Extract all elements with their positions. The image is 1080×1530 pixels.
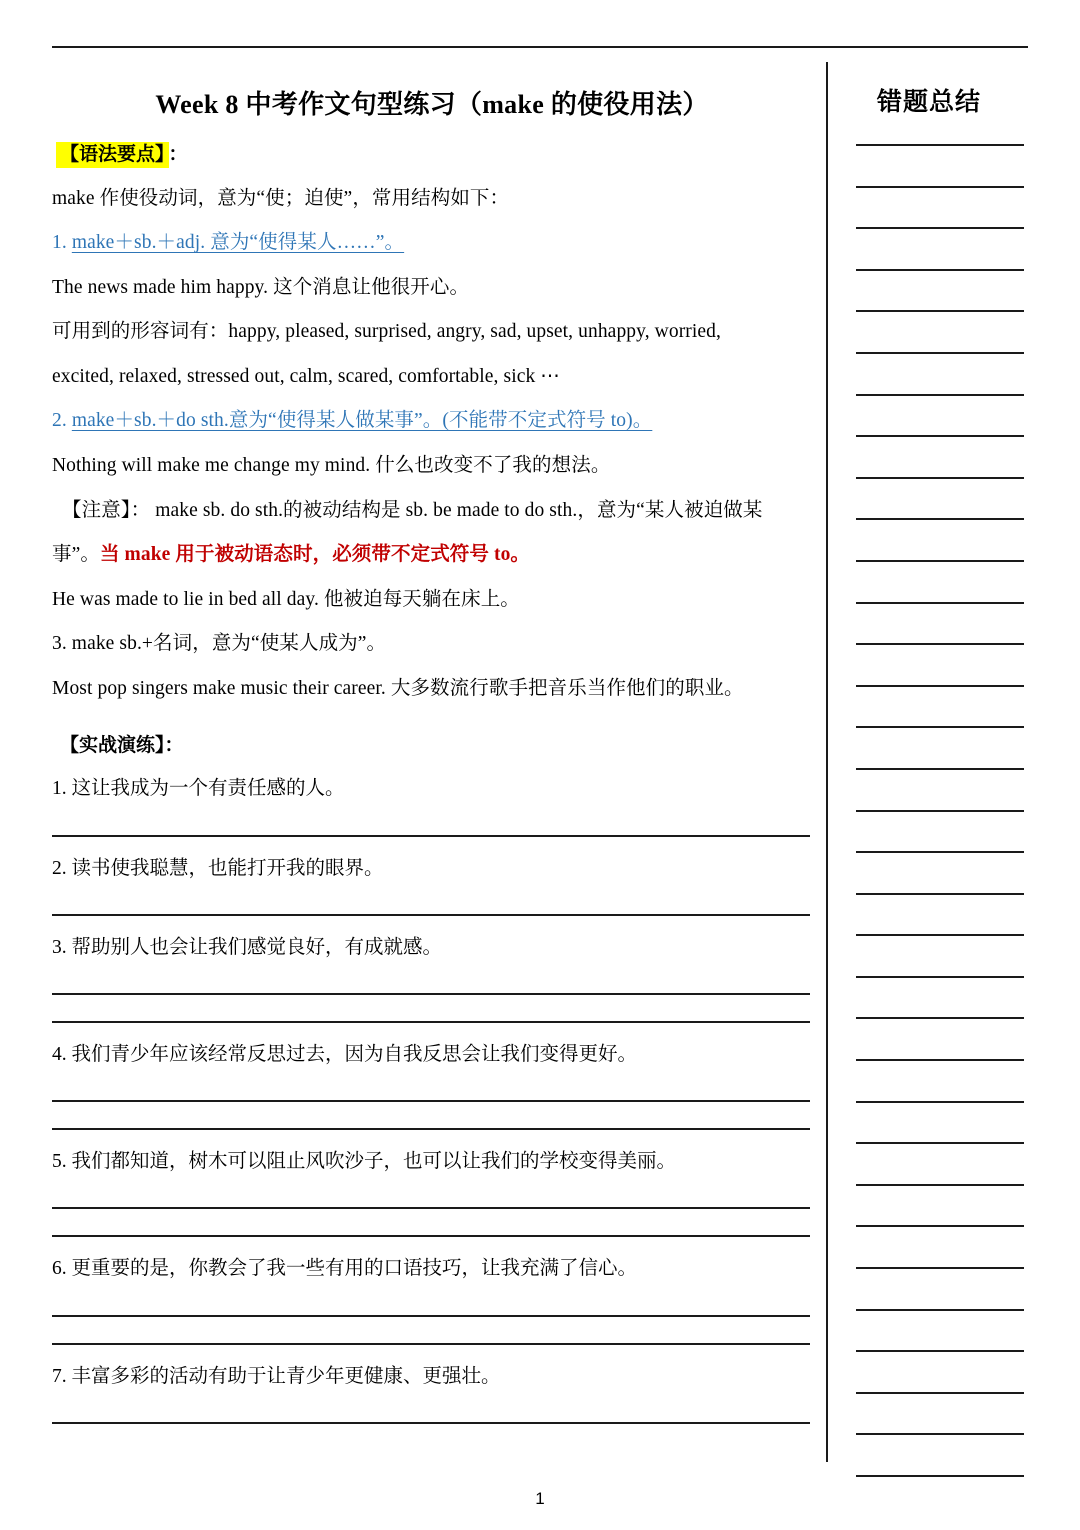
sidebar-ruled-line[interactable] xyxy=(856,1309,1024,1311)
sidebar-ruled-line[interactable] xyxy=(856,1350,1024,1352)
sidebar-ruled-line[interactable] xyxy=(856,477,1024,479)
sidebar-ruled-line[interactable] xyxy=(856,893,1024,895)
practice-list xyxy=(52,773,812,1423)
answer-line[interactable] xyxy=(52,1207,810,1209)
rule-1-line xyxy=(52,227,812,259)
practice-item: 1. 这让我成为一个有责任感的人。 xyxy=(52,778,345,800)
sidebar-ruled-line[interactable] xyxy=(856,227,1024,229)
sidebar-ruled-line[interactable] xyxy=(856,1267,1024,1269)
page-title: Week 8 中考作文句型练习（make 的使役用法） xyxy=(155,90,709,119)
grammar-section-heading xyxy=(56,141,812,170)
rule-1-text: make＋sb.＋adj. 意为“使得某人……”。 xyxy=(71,232,405,254)
answer-line[interactable] xyxy=(52,914,810,916)
sidebar-ruled-line[interactable] xyxy=(856,1475,1024,1477)
rule-2-line xyxy=(52,405,812,437)
practice-item: 2. 读书使我聪慧，也能打开我的眼界。 xyxy=(52,857,384,879)
sidebar-ruled-line[interactable] xyxy=(856,352,1024,354)
note-label: 【注意】： xyxy=(62,499,151,521)
grammar-intro: make 作使役动词，意为“使；迫使”，常用结构如下： xyxy=(52,187,510,209)
sidebar-ruled-line[interactable] xyxy=(856,976,1024,978)
sidebar-ruled-line[interactable] xyxy=(856,394,1024,396)
sidebar-ruled-line[interactable] xyxy=(856,851,1024,853)
sidebar-vertical-divider xyxy=(826,62,828,1462)
grammar-heading-colon: ： xyxy=(168,144,188,165)
sidebar-ruled-line[interactable] xyxy=(856,1433,1024,1435)
rule-2-number: 2. xyxy=(52,410,67,432)
answer-line[interactable] xyxy=(52,993,810,995)
answer-line[interactable] xyxy=(52,1100,810,1102)
grammar-heading-highlight: 【语法要点】 xyxy=(56,142,169,168)
note-line xyxy=(62,495,812,527)
rule-2-text: make＋sb.＋do sth.意为“使得某人做某事”。(不能带不定式符号 to)。 xyxy=(71,410,653,432)
sidebar-ruled-line[interactable] xyxy=(856,269,1024,271)
adjective-list-line-1: 可用到的形容词有：happy, pleased, surprised, angry, sad, upset, unhappy, worried, xyxy=(52,321,721,343)
answer-line[interactable] xyxy=(52,1315,810,1317)
sidebar-ruled-line[interactable] xyxy=(856,726,1024,728)
sidebar-ruled-line[interactable] xyxy=(856,810,1024,812)
sidebar-ruled-line[interactable] xyxy=(856,1392,1024,1394)
practice-item: 7. 丰富多彩的活动有助于让青少年更健康、更强壮。 xyxy=(52,1365,501,1387)
main-content-column xyxy=(52,72,812,1424)
answer-line[interactable] xyxy=(52,1235,810,1237)
answer-line[interactable] xyxy=(52,1021,810,1023)
rule-3-line: 3. make sb.+名词，意为“使某人成为”。 xyxy=(52,633,387,655)
note-body-second-line: 事”。 xyxy=(52,544,100,566)
note-line-continued xyxy=(52,539,812,571)
note-red-emphasis: 当 make 用于被动语态时，必须带不定式符号 to。 xyxy=(99,544,531,566)
sidebar-ruled-lines xyxy=(830,144,1028,1477)
sidebar-ruled-line[interactable] xyxy=(856,435,1024,437)
practice-item: 5. 我们都知道，树木可以阻止风吹沙子，也可以让我们的学校变得美丽。 xyxy=(52,1151,677,1173)
sidebar-ruled-line[interactable] xyxy=(856,768,1024,770)
practice-item: 4. 我们青少年应该经常反思过去，因为自我反思会让我们变得更好。 xyxy=(52,1044,638,1065)
practice-section-heading: 【实战演练】： xyxy=(60,735,184,757)
sidebar-ruled-line[interactable] xyxy=(856,1017,1024,1019)
sidebar-ruled-line[interactable] xyxy=(856,518,1024,520)
sidebar-ruled-line[interactable] xyxy=(856,310,1024,312)
rule-2-example: Nothing will make me change my mind. 什么也改变不了我的想法。 xyxy=(52,454,611,476)
rule-1-number: 1. xyxy=(52,232,67,254)
sidebar-ruled-line[interactable] xyxy=(856,1101,1024,1103)
practice-item: 3. 帮助别人也会让我们感觉良好，有成就感。 xyxy=(52,936,443,958)
page-number: 1 xyxy=(535,1489,545,1508)
sidebar-ruled-line[interactable] xyxy=(856,602,1024,604)
sidebar-ruled-line[interactable] xyxy=(856,1142,1024,1144)
answer-line[interactable] xyxy=(52,1128,810,1130)
answer-line[interactable] xyxy=(52,835,810,837)
sidebar-ruled-line[interactable] xyxy=(856,934,1024,936)
sidebar-title: 错题总结 xyxy=(876,89,981,116)
adjective-list-line-2: excited, relaxed, stressed out, calm, scared, comfortable, sick ⋯ xyxy=(52,365,560,387)
sidebar-ruled-line[interactable] xyxy=(856,1184,1024,1186)
answer-line[interactable] xyxy=(52,1422,810,1424)
answer-line[interactable] xyxy=(52,1343,810,1345)
rule-3-example: Most pop singers make music their career. 大多数流行歌手把音乐当作他们的职业。 xyxy=(52,677,744,699)
sidebar-ruled-line[interactable] xyxy=(856,1059,1024,1061)
sidebar-ruled-line[interactable] xyxy=(856,1225,1024,1227)
practice-item: 6. 更重要的是，你教会了我一些有用的口语技巧，让我充满了信心。 xyxy=(52,1258,638,1280)
note-example: He was made to lie in bed all day. 他被迫每天躺在床上。 xyxy=(52,588,520,610)
sidebar-ruled-line[interactable] xyxy=(856,560,1024,562)
sidebar-ruled-line[interactable] xyxy=(856,643,1024,645)
top-horizontal-rule xyxy=(52,46,1028,48)
rule-1-example: The news made him happy. 这个消息让他很开心。 xyxy=(52,276,470,298)
sidebar-ruled-line[interactable] xyxy=(856,144,1024,146)
sidebar-ruled-line[interactable] xyxy=(856,186,1024,188)
note-body: make sb. do sth.的被动结构是 sb. be made to do sth.，意为“某人被迫做某 xyxy=(155,499,763,521)
error-summary-sidebar xyxy=(830,60,1028,1517)
sidebar-ruled-line[interactable] xyxy=(856,685,1024,687)
